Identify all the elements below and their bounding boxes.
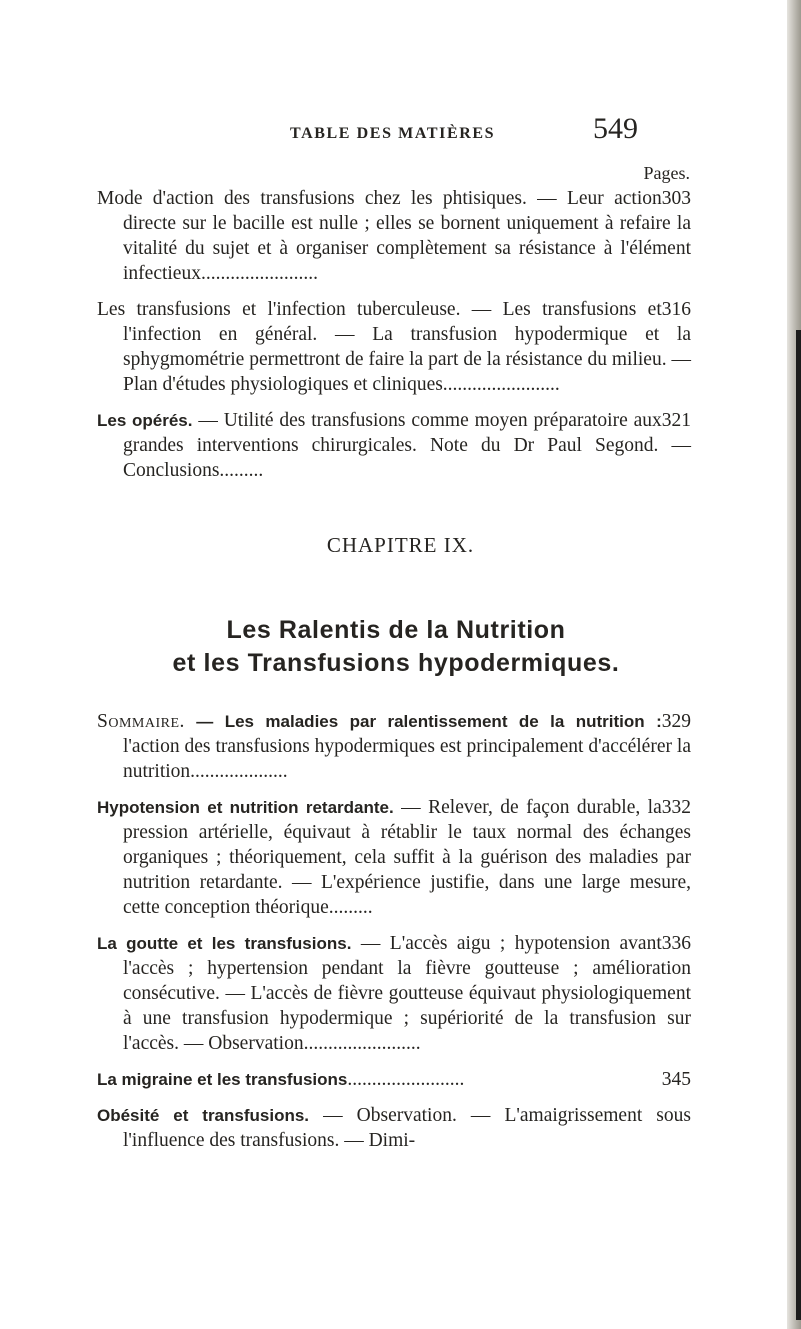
toc-entry (97, 931, 691, 1056)
toc-entry-lead: Les opérés. (97, 411, 193, 430)
summary-prefix: Sommaire. (97, 711, 185, 732)
toc-entry-lead: La migraine et les transfusions (97, 1070, 348, 1089)
toc-entry-text: l'action des transfusions hypodermiques est principalement d'accélérer la nutrition.................... (123, 736, 691, 782)
toc-entries-bottom (97, 709, 691, 1153)
toc-entry-page: 336 (661, 933, 691, 954)
toc-entry-page: 316 (661, 299, 691, 320)
toc-entry-text: — Observation. — L'amaigrissement sous l'influence des transfusions. — Dimi- (123, 1105, 691, 1151)
toc-entry-text: — Utilité des transfusions comme moyen préparatoire aux grandes interventions chirurgicales. Note du Dr Paul Segond. — Conclusions......... (123, 410, 691, 481)
toc-entry-page: 303 (661, 188, 691, 209)
chapter-title-line-2: et les Transfusions hypodermiques. (172, 649, 620, 677)
toc-entry-page: 329 (661, 711, 691, 732)
toc-entry-text: ........................ (347, 1069, 465, 1090)
toc-entry-page: 321 (661, 410, 691, 431)
toc-entry-text: Mode d'action des transfusions chez les phtisiques. — Leur action directe sur le bacille est nulle ; elles se bornent uniquement à refaire la vitalité du sujet et à organiser complètement sa résistance à l'élément infectieux........................ (97, 188, 691, 284)
page-header (290, 112, 690, 158)
toc-entry-page: 345 (661, 1069, 691, 1090)
toc-entry (97, 297, 691, 397)
toc-entry-summary (97, 709, 691, 784)
toc-entry (97, 186, 691, 286)
chapter-title-line-1: Les Ralentis de la Nutrition (226, 616, 566, 644)
toc-entry (97, 1067, 691, 1092)
toc-entry-lead: Hypotension et nutrition retardante. (97, 798, 394, 817)
page-number: 549 (593, 112, 638, 145)
chapter-title (60, 614, 732, 680)
toc-entry-text: — L'accès aigu ; hypotension avant l'accès ; hypertension pendant la fièvre goutteuse ; amélioration consécutive. — L'accès de fièvre goutteuse équivaut physiologiquement à une transfusion hypodermique ; supériorité de la transfusion sur l'accès. — Observation........................ (123, 933, 691, 1054)
running-title: TABLE DES MATIÈRES (290, 125, 496, 142)
toc-entries-top (97, 186, 691, 483)
toc-entry (97, 795, 691, 920)
pages-column-label: Pages. (643, 163, 690, 183)
toc-entry-lead: La goutte et les transfusions. (97, 934, 352, 953)
toc-entry-lead: Obésité et transfusions. (97, 1106, 310, 1125)
chapter-label: CHAPITRE IX. (326, 533, 475, 557)
toc-entry-lead: — Les maladies par ralentissement de la nutrition : (184, 712, 662, 731)
toc-entry-text: Les transfusions et l'infection tuberculeuse. — Les transfusions et l'infection en général. — La transfusion hypodermique et la sphygmométrie permettront de faire la part de la résistance du milieu. — Plan d'études physiologiques et cliniques........................ (97, 299, 691, 395)
toc-entry (97, 1103, 691, 1153)
page-edge-strip (796, 330, 801, 1320)
toc-entry-text: — Relever, de façon durable, la pression artérielle, équivaut à rétablir le taux normal des échanges organiques ; théoriquement, cela suffit à la guérison des maladies par nutrition retardante. — L'expérience justifie, dans une large mesure, cette conception théorique......... (123, 797, 691, 918)
toc-entry-page: 332 (661, 797, 691, 818)
toc-entry (97, 408, 691, 483)
